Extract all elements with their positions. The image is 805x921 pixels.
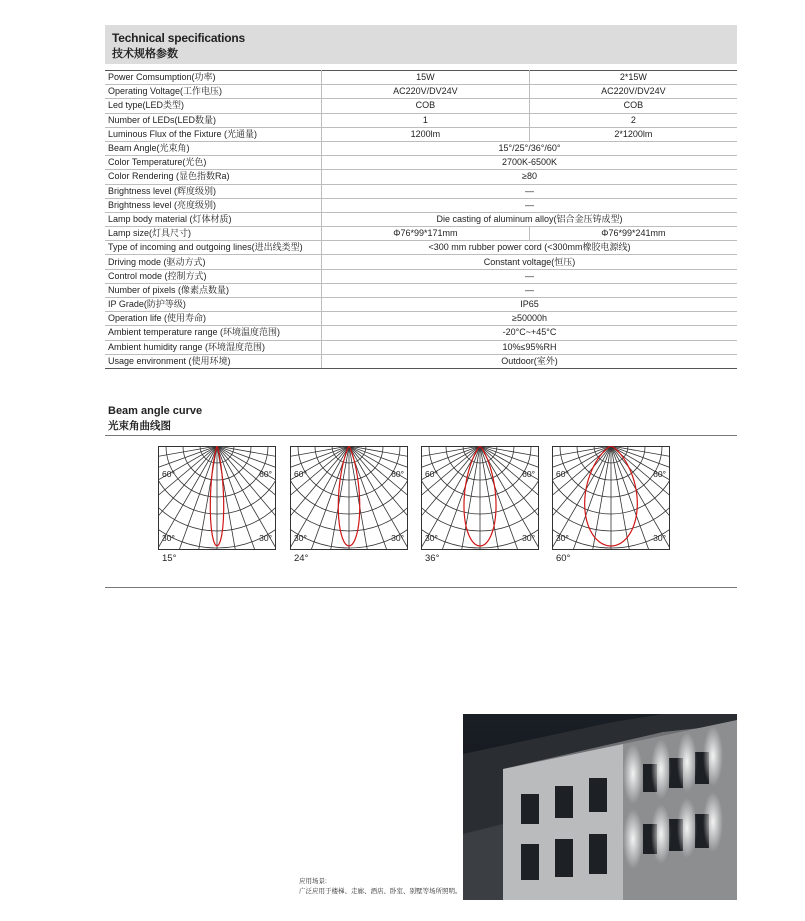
spec-title-en: Technical specifications [112,31,246,45]
spec-row [105,298,737,312]
polar-tick-label: 30° [425,533,438,543]
spec-row [105,283,737,297]
spec-row [105,212,737,226]
spec-label: Ambient temperature range (环境温度范围) [105,326,322,340]
spec-value-double: Φ76*99*241mm [529,227,737,241]
spec-label: Color Rendering (显色指数Ra) [105,170,322,184]
polar-tick-label: 30° [391,533,404,543]
beam-angle-label: 36° [425,553,440,564]
spec-label: Lamp size(灯具尺寸) [105,227,322,241]
spec-label: Brightness level (亮度级别) [105,198,322,212]
spec-label: Color Temperature(光色) [105,156,322,170]
spec-row [105,141,737,155]
beam-curve-chart [421,446,539,550]
spec-row [105,326,737,340]
spec-label: Luminous Flux of the Fixture (光通量) [105,127,322,141]
spec-value: ≥80 [322,170,738,184]
spec-label: Led type(LED类型) [105,99,322,113]
spec-value: -20°C~+45°C [322,326,738,340]
beam-section-title [108,405,202,433]
polar-tick-label: 60° [556,469,569,479]
spec-value-double: COB [529,99,737,113]
beam-curve-chart [552,446,670,550]
spec-value: — [322,198,738,212]
application-caption [299,877,462,897]
spec-label: Power Comsumption(功率) [105,71,322,85]
spec-value-double: 2 [529,113,737,127]
spec-value-double: AC220V/DV24V [529,85,737,99]
spec-value-single: 1 [322,113,530,127]
spec-row [105,198,737,212]
spec-value: — [322,283,738,297]
divider [105,435,737,436]
polar-tick-label: 30° [162,533,175,543]
application-photo [463,714,737,900]
polar-tick-label: 60° [294,469,307,479]
spec-label: Operating Voltage(工作电压) [105,85,322,99]
beam-curve-chart [290,446,408,550]
polar-tick-label: 30° [653,533,666,543]
polar-tick-label: 30° [259,533,272,543]
spec-value-single: AC220V/DV24V [322,85,530,99]
beam-angle-label: 15° [162,553,177,564]
spec-row [105,99,737,113]
spec-value: ≥50000h [322,312,738,326]
spec-value: — [322,269,738,283]
spec-title-cn: 技术规格参数 [112,48,178,60]
spec-label: Lamp body material (灯体材质) [105,212,322,226]
spec-value-single: COB [322,99,530,113]
spec-row [105,312,737,326]
spec-value: 2700K-6500K [322,156,738,170]
spec-row [105,184,737,198]
polar-tick-label: 60° [391,469,404,479]
spec-row [105,227,737,241]
spec-value: — [322,184,738,198]
polar-tick-label: 30° [556,533,569,543]
polar-tick-label: 60° [259,469,272,479]
spec-row [105,340,737,354]
spec-row [105,85,737,99]
spec-label: Beam Angle(光束角) [105,141,322,155]
beam-angle-label: 60° [556,553,571,564]
spec-value-double: 2*15W [529,71,737,85]
caption-title: 应用场景: [299,878,327,885]
spec-label: Type of incoming and outgoing lines(进出线类型) [105,241,322,255]
polar-tick-label: 30° [294,533,307,543]
divider [105,587,737,588]
spec-value: IP65 [322,298,738,312]
spec-value: Constant voltage(恒压) [322,255,738,269]
spec-row [105,255,737,269]
spec-value: Die casting of aluminum alloy(铝合金压铸成型) [322,212,738,226]
spec-label: Control mode (控制方式) [105,269,322,283]
spec-table [105,70,737,369]
spec-row [105,71,737,85]
spec-row [105,269,737,283]
polar-tick-label: 60° [522,469,535,479]
caption-text: 广泛应用于楼梯、走廊、酒店、卧室、别墅等场所照明。 [299,888,462,895]
spec-label: Driving mode (驱动方式) [105,255,322,269]
spec-value-single: 15W [322,71,530,85]
spec-row [105,241,737,255]
polar-tick-label: 60° [653,469,666,479]
polar-tick-label: 60° [162,469,175,479]
spec-value-double: 2*1200lm [529,127,737,141]
spec-header [105,25,737,64]
spec-value-single: 1200lm [322,127,530,141]
spec-label: Ambient humidity range (环境湿度范围) [105,340,322,354]
beam-title-en: Beam angle curve [108,405,203,417]
spec-value: 10%≤95%RH [322,340,738,354]
spec-label: Operation life (使用寿命) [105,312,322,326]
beam-curve-chart [158,446,276,550]
beam-title-cn: 光束角曲线图 [108,420,171,432]
spec-label: IP Grade(防护等级) [105,298,322,312]
spec-label: Brightness level (辉度级别) [105,184,322,198]
spec-label: Usage environment (使用环境) [105,354,322,368]
spec-label: Number of LEDs(LED数量) [105,113,322,127]
spec-value: 15°/25°/36°/60° [322,141,738,155]
spec-value: Outdoor(室外) [322,354,738,368]
beam-angle-label: 24° [294,553,309,564]
spec-row [105,127,737,141]
polar-tick-label: 30° [522,533,535,543]
spec-row [105,354,737,368]
polar-tick-label: 60° [425,469,438,479]
spec-row [105,113,737,127]
spec-value: <300 mm rubber power cord (<300mm橡胶电源线) [322,241,738,255]
spec-row [105,156,737,170]
spec-row [105,170,737,184]
spec-label: Number of pixels (像素点数量) [105,283,322,297]
spec-value-single: Φ76*99*171mm [322,227,530,241]
